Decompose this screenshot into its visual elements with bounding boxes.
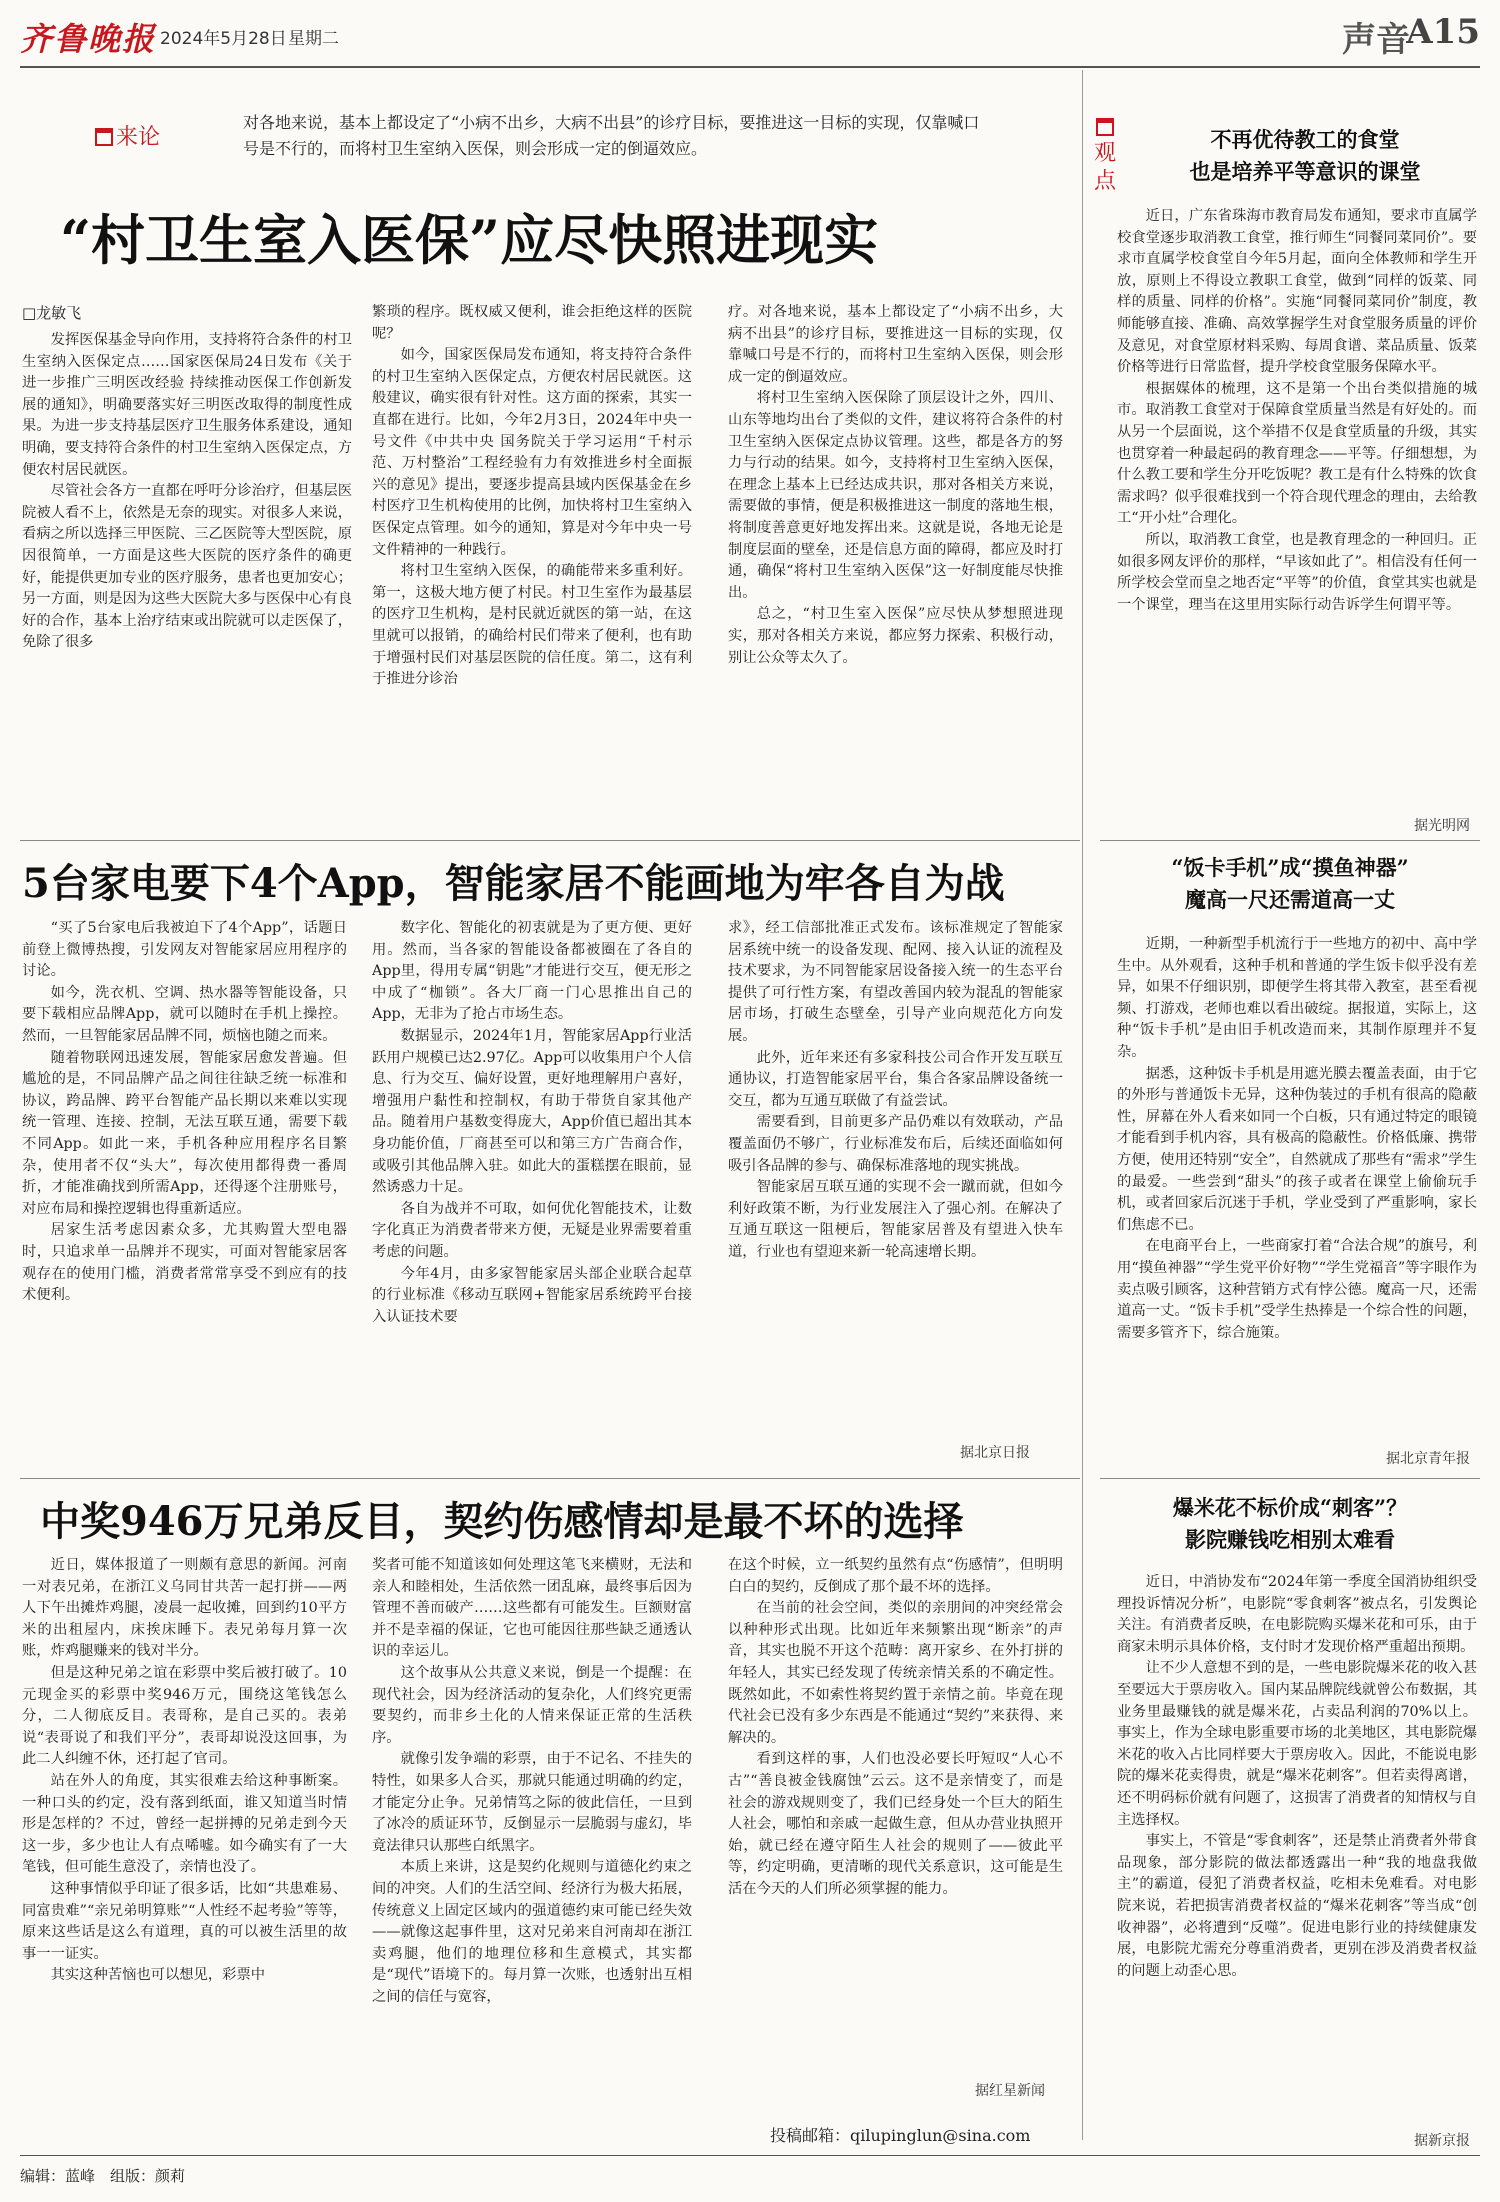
article-byline: □龙敏飞 bbox=[22, 304, 82, 322]
masthead bbox=[20, 8, 1480, 68]
right-column-divider bbox=[1082, 70, 1083, 2140]
masthead-divider bbox=[20, 66, 1480, 68]
page-number: A15 bbox=[1406, 12, 1480, 52]
issue-weekday: 星期二 bbox=[288, 29, 339, 49]
article1-col2: 繁琐的程序。既权威又便利，谁会拒绝这样的医院呢？ 如今，国家医保局发布通知，将支持符合条件的村卫生室纳入医保定点，方便农村居民就医。这般建议，确实很有针对性。这方面的探索，其实一直都在进行。比如，今年2月3日，2024年中央一号文件《中共中央 国务院关于学习运用“千村示范、万村整治”工程经验有力有效推进乡村全面振兴的意见》提出，要逐步提高县域内医保基金在乡村医疗卫生机构使用的比例，加快将村卫生室纳入医保定点管理。如今的通知，算是对今年中央一号文件精神的一种践行。 将村卫生室纳入医保，的确能带来多重利好。第一，这极大地方便了村民。村卫生室作为最基层的医疗卫生机构，是村民就近就医的第一站，在这里就可以报销，的确给村民们带来了便利，也有助于增强村民们对基层医院的信任度。第二，这有利于推进分诊治 bbox=[372, 304, 692, 688]
side-article1-body: 近日，广东省珠海市教育局发布通知，要求市直属学校食堂逐步取消教工食堂，推行师生“同餐同菜同价”。要求市直属学校食堂自今年5月起，面向全体教师和学生开放，原则上不得设立教职工食堂，做到“同样的饭菜、同样的质量、同样的价格”。实施“同餐同菜同价”制度，教师能够直接、准确、高效掌握学生对食堂服务质量的评价及意见，对食堂原材料采购、每周食谱、菜品质量、饭菜价格等进行日常监督，提升学校食堂服务保障水平。 根据媒体的梳理，这不是第一个出台类似措施的城市。取消教工食堂对于保障食堂质量当然是有好处的。而从另一个层面说，这个举措不仅是食堂质量的升级，其实也贯穿着一种最起码的教育理念——平等。仔细想想，为什么教工要和学生分开吃饭呢？教工是有什么特殊的饮食需求吗？似乎很难找到一个符合现代理念的理由，去给教工“开小灶”合理化。 所以，取消教工食堂，也是教育理念的一种回归。正如很多网友评价的那样，“早该如此了”。相信没有任何一所学校会堂而皇之地否定“平等”的价值，食堂其实也就是一个课堂，理当在这里用实际行动告诉学生何谓平等。 bbox=[1117, 208, 1477, 613]
article-title-zhongjiang: 中奖946万兄弟反目，契约伤感情却是最不坏的选择 bbox=[40, 1498, 964, 1545]
article2-source: 据北京日报 bbox=[960, 1445, 1030, 1461]
article2-col1: “买了5台家电后我被迫下了4个App”，话题日前登上微博热搜，引发网友对智能家居应用程序的讨论。 如今，洗衣机、空调、热水器等智能设备，只要下载相应品牌App，就可以随时在手机上操控。然而，一旦智能家居品牌不同，烦恼也随之而来。 随着物联网迅速发展，智能家居愈发普遍。但尴尬的是，不同品牌产品之间往往缺乏统一标准和协议，跨品牌、跨平台智能产品长期以来难以实现统一管理、连接、控制，无法互联互通，需要下载不同App。如此一来，手机各种应用程序名目繁杂，使用者不仅“头大”，每次使用都得费一番周折，才能准确找到所需App，还得逐个注册账号，对应布局和操控逻辑也得重新适应。 居家生活考虑因素众多，尤其购置大型电器时，只追求单一品牌并不现实，可面对智能家居客观存在的使用门槛，消费者常常享受不到应有的技术便利。 bbox=[22, 920, 347, 1304]
side-article3-source: 据新京报 bbox=[1414, 2133, 1470, 2149]
section-name: 声音 bbox=[1342, 20, 1410, 60]
side-article3-body: 近日，中消协发布“2024年第一季度全国消协组织受理投诉情况分析”，电影院“零食刺客”被点名，引发舆论关注。有消费者反映，在电影院购买爆米花和可乐，由于商家未明示具体价格，支付时才发现价格严重超出预期。 让不少人意想不到的是，一些电影院爆米花的收入甚至要远大于票房收入。国内某品牌院线就曾公布数据，其业务里最赚钱的就是爆米花，占卖品利润的70%以上。事实上，作为全球电影重要市场的北美地区，其电影院爆米花的收入占比同样要大于票房收入。因此，不能说电影院的爆米花卖得贵，就是“爆米花刺客”。但若卖得离谱，还不明码标价就有问题了，这损害了消费者的知情权与自主选择权。 事实上，不管是“零食刺客”，还是禁止消费者外带食品现象，部分影院的做法都透露出一种“我的地盘我做主”的霸道，侵犯了消费者权益，吃相未免难看。对电影院来说，若把损害消费者权益的“爆米花刺客”等当成“创收神器”，必将遭到“反噬”。促进电影行业的持续健康发展，电影院尤需充分尊重消费者，更别在涉及消费者权益的问题上动歪心思。 bbox=[1117, 1574, 1477, 1979]
article2-col2: 数字化、智能化的初衷就是为了更方便、更好用。然而，当各家的智能设备都被圈在了各自的App里，得用专属“钥匙”才能进行交互，便无形之中成了“枷锁”。各大厂商一门心思推出自己的App，无非为了抢占市场生态。 数据显示，2024年1月，智能家居App行业活跃用户规模已达2.97亿。App可以收集用户个人信息、行为交互、偏好设置，更好地理解用户喜好，增强用户黏性和控制权，有助于带货自家其他产品。随着用户基数变得庞大，App价值已超出其本身功能价值，厂商甚至可以和第三方广告商合作，或吸引其他品牌入驻。如此大的蛋糕摆在眼前，显然诱惑力十足。 各自为战并不可取，如何优化智能技术，让数字化真正为消费者带来方便，无疑是业界需要着重考虑的问题。 今年4月，由多家智能家居头部企业联合起草的行业标准《移动互联网+智能家居系统跨平台接入认证技术要 bbox=[372, 920, 692, 1325]
issue-date: 2024年5月28日 bbox=[160, 29, 287, 49]
article3-col3: 在这个时候，立一纸契约虽然有点“伤感情”，但明明白白的契约，反倒成了那个最不坏的选择。 在当前的社会空间，类似的亲朋间的冲突经常会以种种形式出现。比如近年来频繁出现“断亲”的声音，其实也脱不开这个范畴：离开家乡、在外打拼的年轻人，其实已经发现了传统亲情关系的不确定性。既然如此，不如索性将契约置于亲情之前。毕竟在现代社会已没有多少东西是不能通过“契约”来获得、来解决的。 看到这样的事，人们也没必要长吁短叹“人心不古”“善良被金钱腐蚀”云云。这不是亲情变了，而是社会的游戏规则变了，我们已经身处一个巨大的陌生人社会，哪怕和亲戚一起做生意，但从办营业执照开始，就已经在遵守陌生人社会的规则了——彼此平等，约定明确，更清晰的现代关系意识，这可能是生活在今天的人们所必须掌握的能力。 bbox=[728, 1557, 1063, 1897]
side-article3-title: 爆米花不标价成“刺客”？ 影院赚钱吃相别太难看 bbox=[1172, 1495, 1408, 1552]
article1-col3: 疗。对各地来说，基本上都设定了“小病不出乡，大病不出县”的诊疗目标，要推进这一目标的实现，仅靠喊口号是不行的，而将村卫生室纳入医保，则会形成一定的倒逼效应。 将村卫生室纳入医保除了顶层设计之外，四川、山东等地均出台了类似的文件，建议将符合条件的村卫生室纳入医保定点协议管理。这些，都是各方的努力与行动的结果。如今，支持将村卫生室纳入医保，在理念上基本上已经达成共识，那对各相关方来说，需要做的事情，便是积极推进这一制度的落地生根，将制度善意更好地发挥出来。这就是说，各地无论是制度层面的壁垒，还是信息方面的障碍，都应及时打通，确保“将村卫生室纳入医保”这一好制度能尽快推出。 总之，“村卫生室入医保”应尽快从梦想照进现实，那对各相关方来说，都应努力探索、积极行动，别让公众等太久了。 bbox=[728, 304, 1063, 666]
article-lead: 对各地来说，基本上都设定了“小病不出乡，大病不出县”的诊疗目标，要推进这一目标的实现，仅靠喊口号是不行的，而将村卫生室纳入医保，则会形成一定的倒逼效应。 bbox=[243, 113, 980, 158]
side-article2-source: 据北京青年报 bbox=[1386, 1451, 1470, 1467]
submission-email bbox=[770, 2123, 1030, 2146]
footer-divider bbox=[20, 2155, 1480, 2156]
side-article1-source: 据光明网 bbox=[1414, 818, 1470, 834]
side-article2-title: “饭卡手机”成“摸鱼神器” 魔高一尺还需道高一丈 bbox=[1171, 855, 1409, 912]
article-title-weishengshi: “村卫生室入医保”应尽快照进现实 bbox=[60, 208, 879, 272]
editor-credits: 编辑：蓝峰 组版：颜莉 bbox=[20, 2167, 186, 2185]
article3-col1: 近日，媒体报道了一则颇有意思的新闻。河南一对表兄弟，在浙江义乌同甘共苦一起打拼——两人下午出摊炸鸡腿，凌晨一起收摊，回到约10平方米的出租屋内，床挨床睡下。表兄弟每月算一次账，炸鸡腿赚来的钱对半分。 但是这种兄弟之谊在彩票中奖后被打破了。10元现金买的彩票中奖946万元，围绕这笔钱怎么分，二人彻底反目。表哥称，是自己买的。表弟说“表哥说了和我们平分”，表哥却说没这回事，为此二人纠缠不休，还打起了官司。 站在外人的角度，其实很难去给这种事断案。一种口头的约定，没有落到纸面，谁又知道当时情形是怎样的？不过，曾经一起拼搏的兄弟走到今天这一步，多少也让人有点唏嘘。如今确实有了一大笔钱，但可能生意没了，亲情也没了。 这种事情似乎印证了很多话，比如“共患难易、同富贵难”“亲兄弟明算账”“人性经不起考验”等等，原来这些话是这么有道理，真的可以被生活里的故事一一证实。 其实这种苦恼也可以想见，彩票中 bbox=[22, 1557, 347, 1984]
article3-source: 据红星新闻 bbox=[975, 2083, 1045, 2099]
article1-col1: 发挥医保基金导向作用，支持将符合条件的村卫生室纳入医保定点……国家医保局24日发布《关于进一步推广三明医改经验 持续推动医保工作创新发展的通知》，明确要落实好三明医改取得的制度性成果。为进一步支持基层医疗卫生服务体系建设，通知明确，要支持符合条件的村卫生室纳入医保定点，方便农村居民就医。 尽管社会各方一直都在呼吁分诊治疗，但基层医院被人看不上，依然是无奈的现实。对很多人来说，看病之所以选择三甲医院、三乙医院等大型医院，原因很简单，一方面是这些大医院的医疗条件的确更好，能提供更加专业的医疗服务，患者也更加安心；另一方面，则是因为这些大医院大多与医保中心有良好的合作，基本上治疗结束或出院就可以走医保了，免除了很多 bbox=[22, 332, 352, 651]
tag-box-icon bbox=[1096, 118, 1114, 136]
submission-label: 投稿邮箱： bbox=[770, 2126, 851, 2145]
submission-address[interactable]: qilupinglun@sina.com bbox=[850, 2126, 1031, 2145]
newspaper-logo: 齐鲁晚报 bbox=[20, 20, 157, 58]
side-divider-2 bbox=[1100, 1478, 1480, 1479]
divider-2 bbox=[20, 1478, 1080, 1479]
column-tag-guandian: 观点 bbox=[1092, 118, 1118, 196]
side-article1-title: 不再优待教工的食堂 也是培养平等意识的课堂 bbox=[1189, 127, 1421, 184]
article3-col2: 奖者可能不知道该如何处理这笔飞来横财，无法和亲人和睦相处，生活依然一团乱麻，最终事后因为管理不善而破产……这些都有可能发生。巨额财富并不是幸福的保证，它也可能因往那些缺乏通透认识的幸运儿。 这个故事从公共意义来说，倒是一个提醒：在现代社会，因为经济活动的复杂化，人们终究更需要契约，而非乡土化的人情来保证正常的生活秩序。 就像引发争端的彩票，由于不记名、不挂失的特性，如果多人合买，那就只能通过明确的约定，才能定分止争。兄弟情笃之际的彼此信任，一旦到了冰冷的质证环节，反倒显示一层脆弱与虚幻，毕竟法律只认那些白纸黑字。 本质上来讲，这是契约化规则与道德化约束之间的冲突。人们的生活空间、经济行为极大拓展，传统意义上固定区域内的强道德约束可能已经失效——就像这起事件里，这对兄弟来自河南却在浙江卖鸡腿，他们的地理位移和生意模式，其实都是“现代”语境下的。每月算一次账，也透射出互相之间的信任与宽容， bbox=[372, 1557, 692, 2005]
article2-col3: 求》，经工信部批准正式发布。该标准规定了智能家居系统中统一的设备发现、配网、接入认证的流程及技术要求，为不同智能家居设备接入统一的生态平台提供了可行性方案，有望改善国内较为混乱的智能家居市场，打破生态壁垒，引导产业向规范化方向发展。 此外，近年来还有多家科技公司合作开发互联互通协议，打造智能家居平台，集合各家品牌设备统一交互，都为互通互联做了有益尝试。 需要看到，目前更多产品仍难以有效联动，产品覆盖面仍不够广，行业标准发布后，后续还面临如何吸引各品牌的参与、确保标准落地的现实挑战。 智能家居互联互通的实现不会一蹴而就，但如今利好政策不断，为行业发展注入了强心剂。在解决了互通互联这一阻梗后，智能家居普及有望进入快车道，行业也有望迎来新一轮高速增长期。 bbox=[728, 920, 1063, 1260]
side-divider-1 bbox=[1100, 840, 1480, 841]
side-article2-body: 近期，一种新型手机流行于一些地方的初中、高中学生中。从外观看，这种手机和普通的学生饭卡似乎没有差异，如果不仔细识别，即便学生将其带入教室，甚至看视频、打游戏，老师也难以看出破绽。据报道，实际上，这种“饭卡手机”是由旧手机改造而来，其制作原理并不复杂。 据悉，这种饭卡手机是用遮光膜去覆盖表面，由于它的外形与普通饭卡无异，这种伪装过的手机有很高的隐蔽性，屏幕在外人看来如同一个白板，只有通过特定的眼镜才能看到手机内容，具有极高的隐蔽性。价格低廉、携带方便，使用还特别“安全”，自然就成了那些有“需求”学生的最爱。一些尝到“甜头”的孩子或者在课堂上偷偷玩手机，或者回家后沉迷于手机，学业受到了严重影响，家长们焦虑不已。 在电商平台上，一些商家打着“合法合规”的旗号，利用“摸鱼神器”“学生党平价好物”“学生党福音”等字眼作为卖点吸引顾客，这种营销方式有悖公德。魔高一尺，还需道高一丈。“饭卡手机”受学生热捧是一个综合性的问题，需要多管齐下，综合施策。 bbox=[1117, 936, 1477, 1341]
divider-1 bbox=[20, 840, 1080, 841]
tag-box-icon bbox=[95, 128, 113, 146]
column-tag-laiyun: 来论 bbox=[95, 120, 160, 151]
article-title-jiadian: 5台家电要下4个App，智能家居不能画地为牢各自为战 bbox=[22, 860, 1005, 907]
